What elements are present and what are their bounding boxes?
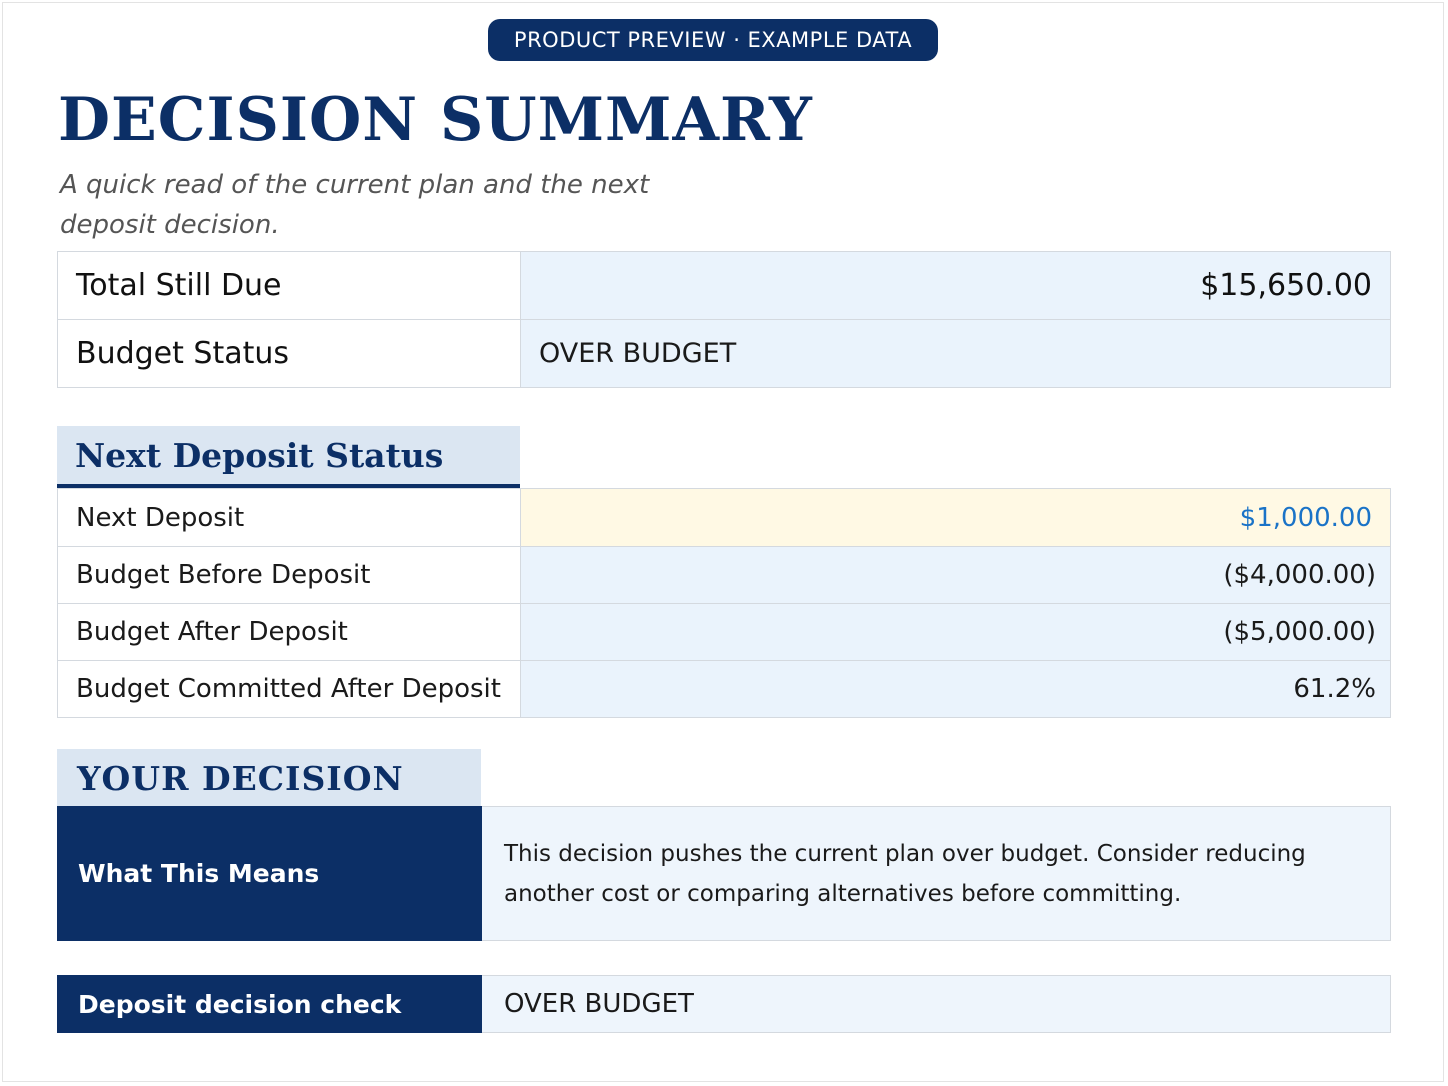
budget-committed-value: 61.2% (521, 661, 1391, 718)
preview-badge: PRODUCT PREVIEW · EXAMPLE DATA (488, 19, 938, 61)
page-subtitle: A quick read of the current plan and the next deposit decision. (60, 170, 650, 240)
table-row (58, 604, 1391, 661)
next-deposit-status-heading: Next Deposit Status (57, 426, 520, 488)
budget-before-deposit-value: ($4,000.00) (521, 547, 1391, 604)
deposit-check-label: Deposit decision check (58, 976, 482, 1033)
next-deposit-value[interactable]: $1,000.00 (521, 489, 1391, 547)
budget-committed-label: Budget Committed After Deposit (58, 661, 521, 718)
next-deposit-label: Next Deposit (58, 489, 521, 547)
budget-after-deposit-value: ($5,000.00) (521, 604, 1391, 661)
page-title: DECISION SUMMARY (58, 85, 813, 155)
deposit-check-table (57, 975, 1391, 1033)
table-row (58, 489, 1391, 547)
budget-status-label: Budget Status (58, 320, 521, 388)
what-this-means-text: This decision pushes the current plan over budget. Consider reducing another cost or comparing alternatives before committing. (482, 807, 1391, 941)
summary-table (57, 251, 1391, 388)
summary-row-budget-status (58, 320, 1391, 388)
summary-row-total-due (58, 252, 1391, 320)
budget-before-deposit-label: Budget Before Deposit (58, 547, 521, 604)
your-decision-heading: YOUR DECISION (57, 749, 481, 807)
table-row (58, 807, 1391, 941)
what-this-means-label: What This Means (58, 807, 482, 941)
next-deposit-table (57, 488, 1391, 718)
total-still-due-value: $15,650.00 (521, 252, 1391, 320)
table-row (58, 976, 1391, 1033)
decision-table (57, 806, 1391, 941)
deposit-check-value: OVER BUDGET (482, 976, 1391, 1033)
table-row (58, 661, 1391, 718)
table-row (58, 547, 1391, 604)
total-still-due-label: Total Still Due (58, 252, 521, 320)
budget-status-value: OVER BUDGET (521, 320, 1391, 388)
budget-after-deposit-label: Budget After Deposit (58, 604, 521, 661)
